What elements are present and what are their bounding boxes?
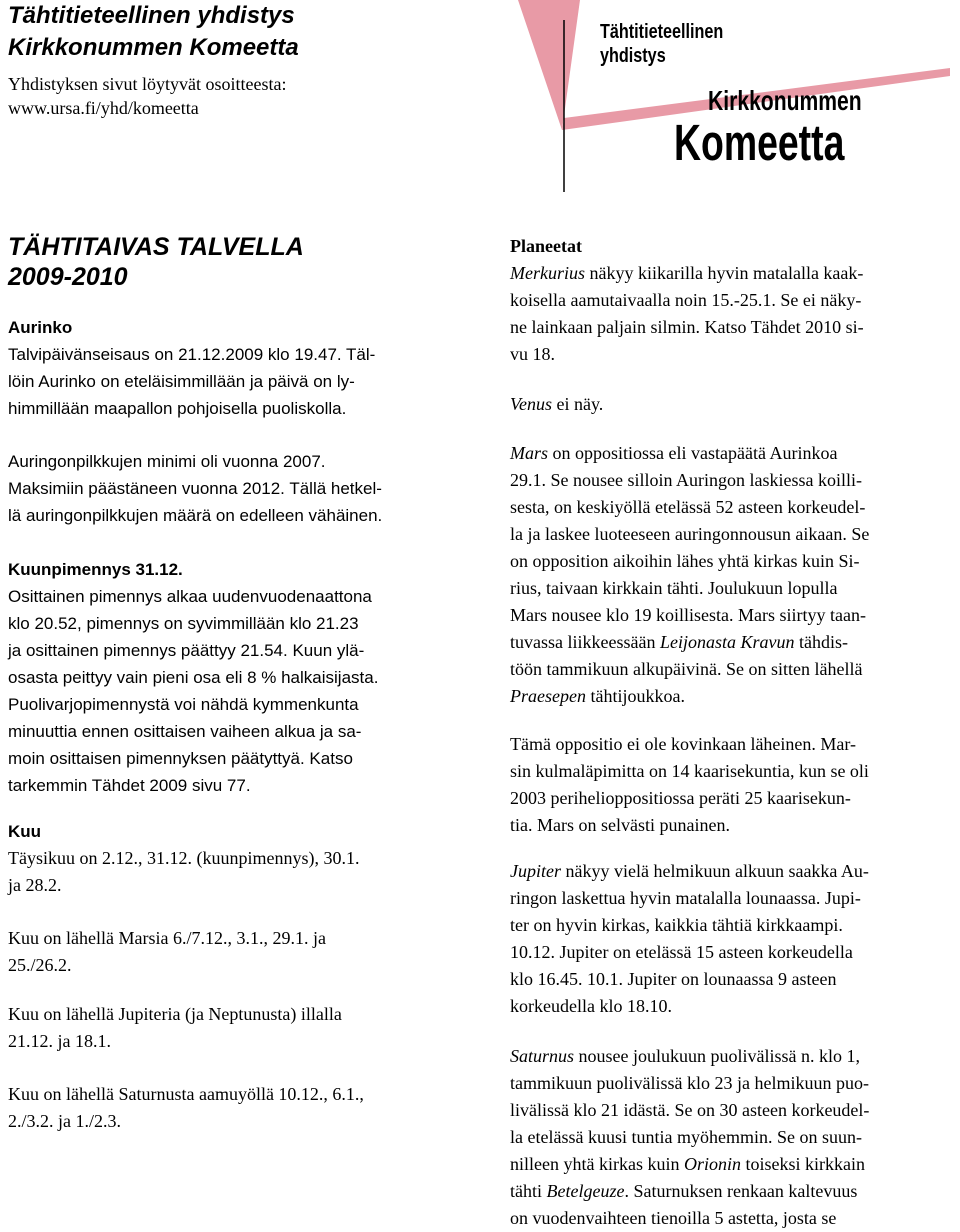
- kuu-marsia-paragraph: [8, 925, 326, 979]
- planeetat-heading: Planeetat: [510, 236, 582, 256]
- oppositio-line: tia. Mars on selvästi punainen.: [510, 815, 730, 835]
- saturnus-line: on vuodenvaihteen tienoilla 5 astetta, josta se: [510, 1208, 837, 1228]
- orionin: Orionin: [683, 1154, 741, 1174]
- jupiter-line: ter on hyvin kirkas, kaikkia tähtiä kirkkaampi.: [510, 915, 843, 935]
- pilkut-paragraph: [8, 448, 382, 529]
- kuu-section: [8, 818, 359, 899]
- kuu-saturnusta-paragraph: [8, 1081, 364, 1135]
- pimennys-line: osasta peittyy vain pieni osa eli 8 % halkaisijasta.: [8, 668, 379, 687]
- puolivarjo-line: Puolivarjopimennystä voi nähdä kymmenkunta: [8, 695, 359, 714]
- saturnus-text: toiseksi kirkkain: [740, 1154, 865, 1174]
- org-title-line2: Kirkkonummen Komeetta: [8, 34, 299, 61]
- main-title-line2: 2009-2010: [8, 263, 128, 291]
- kuu-line: ja 28.2.: [8, 875, 62, 895]
- merkurius-text: näkyy kiikarilla hyvin matalalla kaak-: [585, 263, 864, 283]
- kuunpimennys-section: [8, 556, 378, 691]
- pilkut-line: Auringonpilkkujen minimi oli vuonna 2007.: [8, 452, 326, 471]
- logo-line2: yhdistys: [600, 43, 666, 67]
- marsia-line: 25./26.2.: [8, 955, 72, 975]
- saturnus-text: . Saturnuksen renkaan kaltevuus: [624, 1181, 858, 1201]
- oppositio-line: Tämä oppositio ei ole kovinkaan läheinen. Mar-: [510, 734, 857, 754]
- saturnus-line: [510, 1178, 869, 1205]
- mars-line: sesta, on keskiyöllä etelässä 52 asteen korkeudel-: [510, 497, 866, 517]
- venus-line: [510, 391, 603, 418]
- saturnus-line: livälissä klo 21 idästä. Se on 30 asteen korkeudel-: [510, 1100, 870, 1120]
- intro-line1: Yhdistyksen sivut löytyvät osoitteesta:: [8, 74, 287, 94]
- kuunpimennys-heading: Kuunpimennys 31.12.: [8, 560, 183, 579]
- mars-text: tähtijoukkoa.: [585, 686, 685, 706]
- jupiter-line: korkeudella klo 18.10.: [510, 996, 672, 1016]
- pilkut-line: lä auringonpilkkujen määrä on edelleen vähäinen.: [8, 506, 383, 525]
- mars-name: Mars: [510, 443, 549, 463]
- comet-logo: [518, 0, 958, 192]
- puolivarjo-line: moin osittaisen pimennyksen päätyttyä. Katso: [8, 749, 353, 768]
- comet-tail-icon: [518, 0, 580, 130]
- logo-line4: Komeetta: [674, 115, 845, 172]
- mars-text: on oppositiossa eli vastapäätä Aurinkoa: [548, 443, 838, 463]
- jupiter-line: 10.12. Jupiter on etelässä 15 asteen korkeudella: [510, 942, 853, 962]
- kuu-heading: Kuu: [8, 822, 42, 841]
- merkurius-line: ne lainkaan paljain silmin. Katso Tähdet 2010 si-: [510, 317, 864, 337]
- intro-url: www.ursa.fi/yhd/komeetta: [8, 98, 199, 118]
- saturnus-line: la etelässä kuusi tuntia myöhemmin. Se on suun-: [510, 1127, 862, 1147]
- mars-line: on opposition aikoihin lähes yhtä kirkas kuin Si-: [510, 551, 860, 571]
- mars-text: tuvassa liikkeessään: [510, 632, 660, 652]
- jupiter-name: Jupiter: [510, 861, 561, 881]
- leijonasta: Leijonasta: [659, 632, 736, 652]
- betelgeuze: Betelgeuze: [546, 1181, 625, 1201]
- logo-line3: Kirkkonummen: [708, 86, 862, 117]
- saturnus-text: nilleen yhtä kirkas kuin: [510, 1154, 684, 1174]
- puolivarjo-line: tarkemmin Tähdet 2009 sivu 77.: [8, 776, 251, 795]
- pimennys-line: Osittainen pimennys alkaa uudenvuodenaattona: [8, 587, 372, 606]
- saturnus-line: tammikuun puolivälissä klo 23 ja helmikuun puo-: [510, 1073, 869, 1093]
- praesepen: Praesepen: [510, 686, 586, 706]
- jupiteria-line: 21.12. ja 18.1.: [8, 1031, 111, 1051]
- oppositio-line: sin kulmaläpimitta on 14 kaarisekuntia, kun se oli: [510, 761, 869, 781]
- kravun: Kravun: [740, 632, 795, 652]
- jupiter-line: klo 16.45. 10.1. Jupiter on lounaassa 9 asteen: [510, 969, 837, 989]
- aurinko-line: Talvipäivänseisaus on 21.12.2009 klo 19.47. Täl-: [8, 345, 376, 364]
- merkurius-name: Merkurius: [510, 263, 585, 283]
- mars-line: [510, 629, 869, 656]
- mars-line: [510, 440, 869, 467]
- main-title: [8, 232, 304, 292]
- main-title-line1: TÄHTITAIVAS TALVELLA: [8, 233, 304, 261]
- merkurius-line: [510, 260, 864, 287]
- merkurius-line: koisella aamutaivaalla noin 15.-25.1. Se ei näky-: [510, 290, 862, 310]
- puolivarjo-line: minuuttia ennen osittaisen vaiheen alkua ja sa-: [8, 722, 362, 741]
- saturnus-text: nousee joulukuun puolivälissä n. klo 1,: [574, 1046, 860, 1066]
- venus-paragraph: [510, 391, 603, 418]
- mars-line: 29.1. Se nousee silloin Auringon laskiessa koilli-: [510, 470, 862, 490]
- puolivarjo-paragraph: [8, 691, 361, 799]
- pilkut-line: Maksimiin päästäneen vuonna 2012. Tällä hetkel-: [8, 479, 382, 498]
- mars-line: töön tammikuun alkupäivinä. Se on sitten lähellä: [510, 659, 863, 679]
- venus-name: Venus: [510, 394, 552, 414]
- jupiter-paragraph: [510, 858, 869, 1020]
- logo-line1: Tähtitieteellinen: [600, 19, 724, 43]
- mars-paragraph: [510, 440, 869, 710]
- oppositio-line: 2003 perihelioppositiossa peräti 25 kaarisekun-: [510, 788, 851, 808]
- planeetat-section: [510, 233, 864, 368]
- aurinko-heading: Aurinko: [8, 318, 73, 337]
- jupiter-line: [510, 858, 869, 885]
- oppositio-paragraph: [510, 731, 869, 839]
- saturnusta-line: 2./3.2. ja 1./2.3.: [8, 1111, 121, 1131]
- saturnusta-line: Kuu on lähellä Saturnusta aamuyöllä 10.12., 6.1.,: [8, 1084, 364, 1104]
- jupiter-text: näkyy vielä helmikuun alkuun saakka Au-: [561, 861, 869, 881]
- mars-line: la ja laskee luoteeseen auringonnousun aikaan. Se: [510, 524, 870, 544]
- mars-text: tähdis-: [794, 632, 848, 652]
- aurinko-line: löin Aurinko on eteläisimmillään ja päivä on ly-: [8, 372, 355, 391]
- mars-line: rius, taivaan kirkkain tähti. Joulukuun lopulla: [510, 578, 838, 598]
- kuu-line: Täysikuu on 2.12., 31.12. (kuunpimennys), 30.1.: [8, 848, 360, 868]
- mars-line: Mars nousee klo 19 koillisesta. Mars siirtyy taan-: [510, 605, 866, 625]
- saturnus-paragraph: [510, 1043, 869, 1232]
- aurinko-line: himmillään maapallon pohjoisella puoliskolla.: [8, 399, 347, 418]
- pimennys-line: ja osittainen pimennys päättyy 21.54. Kuun ylä-: [8, 641, 365, 660]
- saturnus-line: [510, 1043, 869, 1070]
- saturnus-text: tähti: [510, 1181, 547, 1201]
- pimennys-line: klo 20.52, pimennys on syvimmillään klo 21.23: [8, 614, 359, 633]
- mars-line: [510, 683, 869, 710]
- org-title: [8, 0, 299, 64]
- marsia-line: Kuu on lähellä Marsia 6./7.12., 3.1., 29.1. ja: [8, 928, 326, 948]
- venus-text: ei näy.: [552, 394, 604, 414]
- jupiter-line: ringon laskettua hyvin matalalla lounaassa. Jupi-: [510, 888, 861, 908]
- merkurius-line: vu 18.: [510, 344, 555, 364]
- saturnus-line: [510, 1151, 869, 1178]
- aurinko-section: [8, 314, 375, 422]
- saturnus-name: Saturnus: [510, 1046, 575, 1066]
- kuu-jupiteria-paragraph: [8, 1001, 342, 1055]
- jupiteria-line: Kuu on lähellä Jupiteria (ja Neptunusta) illalla: [8, 1004, 342, 1024]
- org-title-line1: Tähtitieteellinen yhdistys: [8, 2, 295, 29]
- intro: [8, 72, 286, 120]
